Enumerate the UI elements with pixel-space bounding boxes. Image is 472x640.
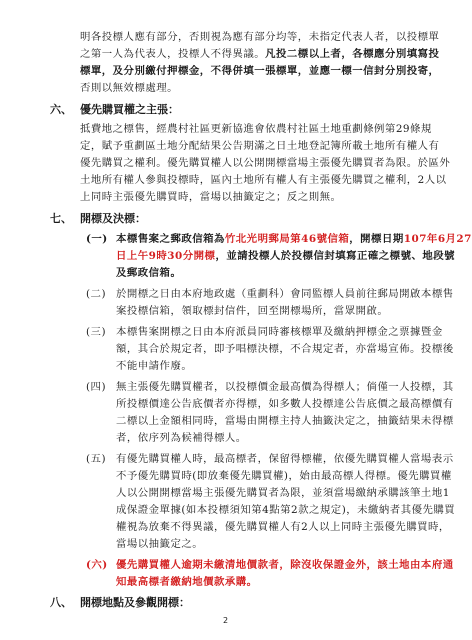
item-3-number: (三) xyxy=(86,326,106,338)
item-5-line-5: 權視為放棄不得異議，優先購買權人有2人以上同時主張優先購買時， xyxy=(116,521,450,533)
item-4-line-3: 二標以上金額相同時，當場由開標主持人抽籤決定之，抽籤結果未得標 xyxy=(116,415,454,427)
s6-line-5: 上同時主張優先購買時，當場以抽籤定之；反之則無。 xyxy=(80,191,342,203)
item-5-line-6: 當場以抽籤定之。 xyxy=(116,538,204,550)
item-5-line-2: 不予優先購買時(即放棄優先購買權)，始由最高標人得標。優先購買權 xyxy=(116,470,452,482)
s6-line-1: 抵費地之標售，經農村社區更新協進會依農村社區土地重劃條例第29條規 xyxy=(80,123,432,135)
item-4-line-4: 者，依序列為候補得標人。 xyxy=(116,432,247,444)
section-8-number: 八、 xyxy=(50,596,72,609)
item-4-line-2: 所投標價達公告底價者亦得標，如多數人投標達公告底價之最高標價有 xyxy=(116,398,454,410)
s6-line-4: 土地所有權人參與投標時，區內土地所有權人有主張優先購買之權利，2人以 xyxy=(80,174,447,186)
item-3-line-2: 額，其合於規定者，即予唱標決標，不合規定者，亦當場宣佈。投標後 xyxy=(116,343,454,355)
item-5-line-1: 有優先購買權人時，最高標者，保留得標權，依優先購買權人當場表示 xyxy=(116,453,454,465)
s6-line-2: 定，賦予重劃區土地分配結果公告期滿之日土地登記簿所載土地所有權人有 xyxy=(80,140,440,152)
item-1-line-3: 及郵政信箱。 xyxy=(116,267,182,279)
item-1-date: 107年6月27 xyxy=(403,233,472,245)
item-5-number: (五) xyxy=(86,453,106,465)
item-6-line-2: 知最高標者繳納地價款承購。 xyxy=(116,576,258,588)
item-1-number: (一) xyxy=(86,233,108,245)
item-6-number: (六) xyxy=(86,559,108,571)
intro-line-1: 明各投標人應有部分，否則視為應有部分均等，未指定代表人者，以投標單 xyxy=(80,31,440,43)
item-5-line-3: 人以公開開標當場主張優先購買者為限，並須當場繳納承購該筆土地1 xyxy=(116,487,450,499)
item-2-line-1: 於開標之日由本府地政處（重劃科）會同監標人員前往郵局開啟本標售 xyxy=(116,288,454,300)
item-4-number: (四) xyxy=(86,381,106,393)
section-7-number: 七、 xyxy=(50,212,72,225)
intro-line-2 xyxy=(80,48,439,61)
item-1-text-a: 本標售案之郵政信箱為 xyxy=(116,233,225,245)
intro-line-3: 標單，及分別繳付押標金，不得併填一張標單，並應一標一信封分別投寄， xyxy=(80,65,440,77)
section-6-title: 優先購買權之主張： xyxy=(80,103,179,116)
intro-line-4: 否則以無效標處理。 xyxy=(80,82,179,94)
intro-line-2b: 凡投二標以上者，各標應分別填寫投 xyxy=(265,48,440,60)
item-3-line-3: 不能申請作廢。 xyxy=(116,360,193,372)
item-2-line-2: 案投標信箱，領取標封信件，回至開標場所，當眾開啟。 xyxy=(116,305,389,317)
section-8-title: 開標地點及參觀開標： xyxy=(80,596,190,609)
item-3-line-1: 本標售案開標之日由本府派員同時審核標單及繳納押標金之票據暨金 xyxy=(116,326,443,338)
item-1-text-c: ，並請投標人於投標信封填寫正確之標號、地段號 xyxy=(215,250,456,262)
intro-line-2a: 之第一人為代表人，投標人不得異議。 xyxy=(80,48,266,60)
item-2-number: (二) xyxy=(86,288,106,300)
s6-line-3: 優先購買之權利。優先購買權人以公開開標當場主張優先購買者為限。於區外 xyxy=(80,157,451,169)
item-1-mailbox: 竹北光明郵局第46號信箱 xyxy=(224,233,350,245)
item-1-line-1 xyxy=(116,233,472,246)
item-5-line-4: 成保證金單據(如本投標須知第4點第2款之規定)，未繳納者其優先購買 xyxy=(116,504,456,516)
section-7-title: 開標及決標： xyxy=(80,212,146,225)
item-6-line-1: 優先購買權人逾期未繳清地價款者，除沒收保證金外，該土地由本府通 xyxy=(116,559,454,571)
item-1-line-2 xyxy=(116,250,455,263)
section-6-number: 六、 xyxy=(50,103,72,116)
item-4-line-1: 無主張優先購買權者，以投標價金最高價為得標人；倘僅一人投標，其 xyxy=(116,381,454,393)
item-1-time: 日上午9時30分開標 xyxy=(116,250,216,262)
item-1-text-b: ，開標日期 xyxy=(349,233,404,245)
page-number: 2 xyxy=(223,616,229,625)
